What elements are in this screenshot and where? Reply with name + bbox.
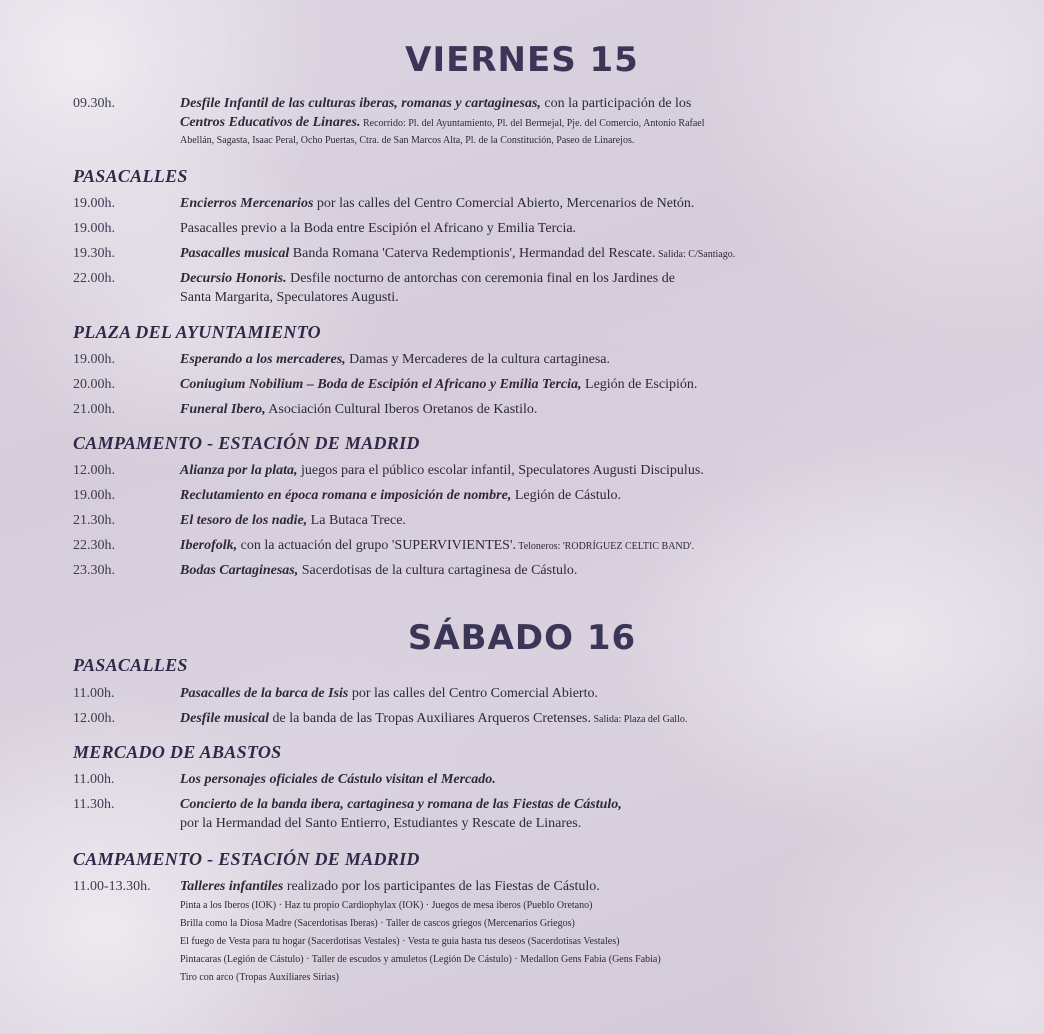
event-description xyxy=(180,350,1010,369)
event-time: 22.00h. xyxy=(73,271,115,286)
event-text: Legión de Escipión. xyxy=(581,377,698,392)
event-title: Los personajes oficiales de Cástulo visitan el Mercado. xyxy=(180,772,496,787)
event-title: Encierros Mercenarios xyxy=(180,196,314,211)
event-text: realizado por los participantes de las Fiestas de Cástulo. xyxy=(283,879,600,894)
event-title: Esperando a los mercaderes, xyxy=(180,352,346,367)
workshop-item: · Vesta te guía hasta tus deseos (Sacerdotisas Vestales) xyxy=(400,936,620,947)
event-description xyxy=(180,375,1010,394)
event-description xyxy=(180,561,1010,580)
event-time: 19.00h. xyxy=(73,488,115,503)
event-title: Concierto de la banda ibera, cartaginesa y romana de las Fiestas de Cástulo, xyxy=(180,797,622,812)
section-title: MERCADO DE ABASTOS xyxy=(73,742,282,762)
workshop-item: · Taller de escudos y amuletos (Legión De Cástulo) xyxy=(304,954,512,965)
event-text: Sacerdotisas de la cultura cartaginesa de Cástulo. xyxy=(298,563,578,578)
event-text: Legión de Cástulo. xyxy=(511,488,621,503)
event-title: Funeral Ibero, xyxy=(180,402,266,417)
event-title: Decursio Honoris. xyxy=(180,271,287,286)
event-description xyxy=(180,461,1010,480)
event-title: Pasacalles de la barca de Isis xyxy=(180,686,349,701)
route-text: Abellán, Sagasta, Isaac Peral, Ocho Puertas, Ctra. de San Marcos Alta, Pl. de la Constitución, Paseo de Linarejos. xyxy=(180,135,635,146)
event-time: 11.00h. xyxy=(73,686,115,701)
event-description xyxy=(180,400,1010,419)
event-title: Iberofolk, xyxy=(180,538,238,553)
event-time: 21.00h. xyxy=(73,402,115,417)
event-title: Talleres infantiles xyxy=(180,879,284,894)
workshop-item: · Medallon Gens Fabia (Gens Fabia) xyxy=(512,954,661,965)
event-time: 20.00h. xyxy=(73,377,115,392)
event-text: de la banda de las Tropas Auxiliares Arqueros Cretenses. xyxy=(269,711,591,726)
workshop-item: Pinta a los Iberos (IOK) xyxy=(180,900,277,911)
event-description xyxy=(180,511,1010,530)
workshop-item: · Juegos de mesa iberos (Pueblo Oretano) xyxy=(423,900,592,911)
workshop-item: Tiro con arco (Tropas Auxiliares Sirias) xyxy=(180,972,339,983)
event-description xyxy=(180,877,1010,986)
event-time: 11.00-13.30h. xyxy=(73,879,151,894)
event-title: Coniugium Nobilium – Boda de Escipión el Africano y Emilia Tercia, xyxy=(180,377,582,392)
event-time: 11.30h. xyxy=(73,797,115,812)
event-description xyxy=(180,269,1010,307)
event-description xyxy=(180,684,1010,703)
event-time: 11.00h. xyxy=(73,772,115,787)
event-description xyxy=(180,244,1010,264)
event-description xyxy=(180,795,1010,833)
event-description xyxy=(180,219,1010,238)
event-time: 19.30h. xyxy=(73,246,115,261)
day-title-sabado: SÁBADO 16 xyxy=(407,618,637,658)
event-text: Asociación Cultural Iberos Oretanos de Kastilo. xyxy=(265,402,538,417)
event-description xyxy=(180,770,1010,789)
event-title: Desfile musical xyxy=(180,711,270,726)
event-description xyxy=(180,709,1010,729)
event-text: con la participación de los xyxy=(540,96,692,111)
route-text: Recorrido: Pl. del Ayuntamiento, Pl. del Bermejal, Pje. del Comercio, Antonio Rafael xyxy=(360,118,705,129)
event-text: Santa Margarita, Speculatores Augusti. xyxy=(180,290,399,305)
event-text: Pasacalles previo a la Boda entre Escipión el Africano y Emilia Tercia. xyxy=(180,221,577,236)
event-time: 09.30h. xyxy=(73,96,115,111)
event-text: Desfile nocturno de antorchas con ceremonia final en los Jardines de xyxy=(286,271,675,286)
workshop-item: El fuego de Vesta para tu hogar (Sacerdotisas Vestales) xyxy=(180,936,400,947)
event-description xyxy=(180,94,1010,149)
event-title: El tesoro de los nadie, xyxy=(180,513,308,528)
event-text: por la Hermandad del Santo Entierro, Estudiantes y Rescate de Linares. xyxy=(180,816,582,831)
event-description xyxy=(180,194,1010,213)
day-title-viernes: VIERNES 15 xyxy=(405,40,639,80)
event-title: Desfile Infantil de las culturas iberas, romanas y cartaginesas, xyxy=(180,96,541,111)
section-title: PASACALLES xyxy=(73,655,188,675)
event-title: Centros Educativos de Linares. xyxy=(180,115,361,130)
event-title: Pasacalles musical xyxy=(180,246,290,261)
workshop-item: · Taller de cascos griegos (Mercenarios Griegos) xyxy=(378,918,575,929)
event-text: La Butaca Trece. xyxy=(307,513,406,528)
event-text: Damas y Mercaderes de la cultura cartaginesa. xyxy=(345,352,610,367)
event-text: juegos para el público escolar infantil, Speculatores Augusti Discipulus. xyxy=(297,463,704,478)
event-time: 22.30h. xyxy=(73,538,115,553)
workshop-item: · Haz tu propio Cardiophylax (IOK) xyxy=(276,900,423,911)
event-title: Alianza por la plata, xyxy=(180,463,298,478)
event-text: Banda Romana 'Caterva Redemptionis', Hermandad del Rescate. xyxy=(289,246,656,261)
event-time: 19.00h. xyxy=(73,221,115,236)
event-note: Salida: Plaza del Gallo. xyxy=(591,714,688,725)
event-time: 19.00h. xyxy=(73,196,115,211)
event-text: por las calles del Centro Comercial Abierto. xyxy=(348,686,598,701)
workshop-line xyxy=(180,916,1010,932)
workshop-line xyxy=(180,952,1010,968)
section-title: PASACALLES xyxy=(73,166,188,186)
event-description xyxy=(180,536,1010,556)
event-time: 23.30h. xyxy=(73,563,115,578)
event-text: con la actuación del grupo 'SUPERVIVIENTES'. xyxy=(237,538,516,553)
workshop-line xyxy=(180,934,1010,950)
section-title: PLAZA DEL AYUNTAMIENTO xyxy=(73,322,321,342)
event-note: Salida: C/Santiago. xyxy=(655,249,736,260)
workshop-line xyxy=(180,970,1010,986)
event-time: 12.00h. xyxy=(73,463,115,478)
section-title: CAMPAMENTO - ESTACIÓN DE MADRID xyxy=(73,433,420,453)
event-time: 19.00h. xyxy=(73,352,115,367)
workshop-item: Brilla como la Diosa Madre (Sacerdotisas Iberas) xyxy=(180,918,378,929)
section-title: CAMPAMENTO - ESTACIÓN DE MADRID xyxy=(73,849,420,869)
event-description xyxy=(180,486,1010,505)
event-time: 21.30h. xyxy=(73,513,115,528)
event-title: Reclutamiento en época romana e imposición de nombre, xyxy=(180,488,512,503)
workshop-item: Pintacaras (Legión de Cástulo) xyxy=(180,954,304,965)
event-title: Bodas Cartaginesas, xyxy=(180,563,299,578)
event-time: 12.00h. xyxy=(73,711,115,726)
event-text: por las calles del Centro Comercial Abierto, Mercenarios de Netón. xyxy=(313,196,695,211)
workshop-line xyxy=(180,898,1010,914)
event-note: Teloneros: 'RODRÍGUEZ CELTIC BAND'. xyxy=(515,541,695,552)
